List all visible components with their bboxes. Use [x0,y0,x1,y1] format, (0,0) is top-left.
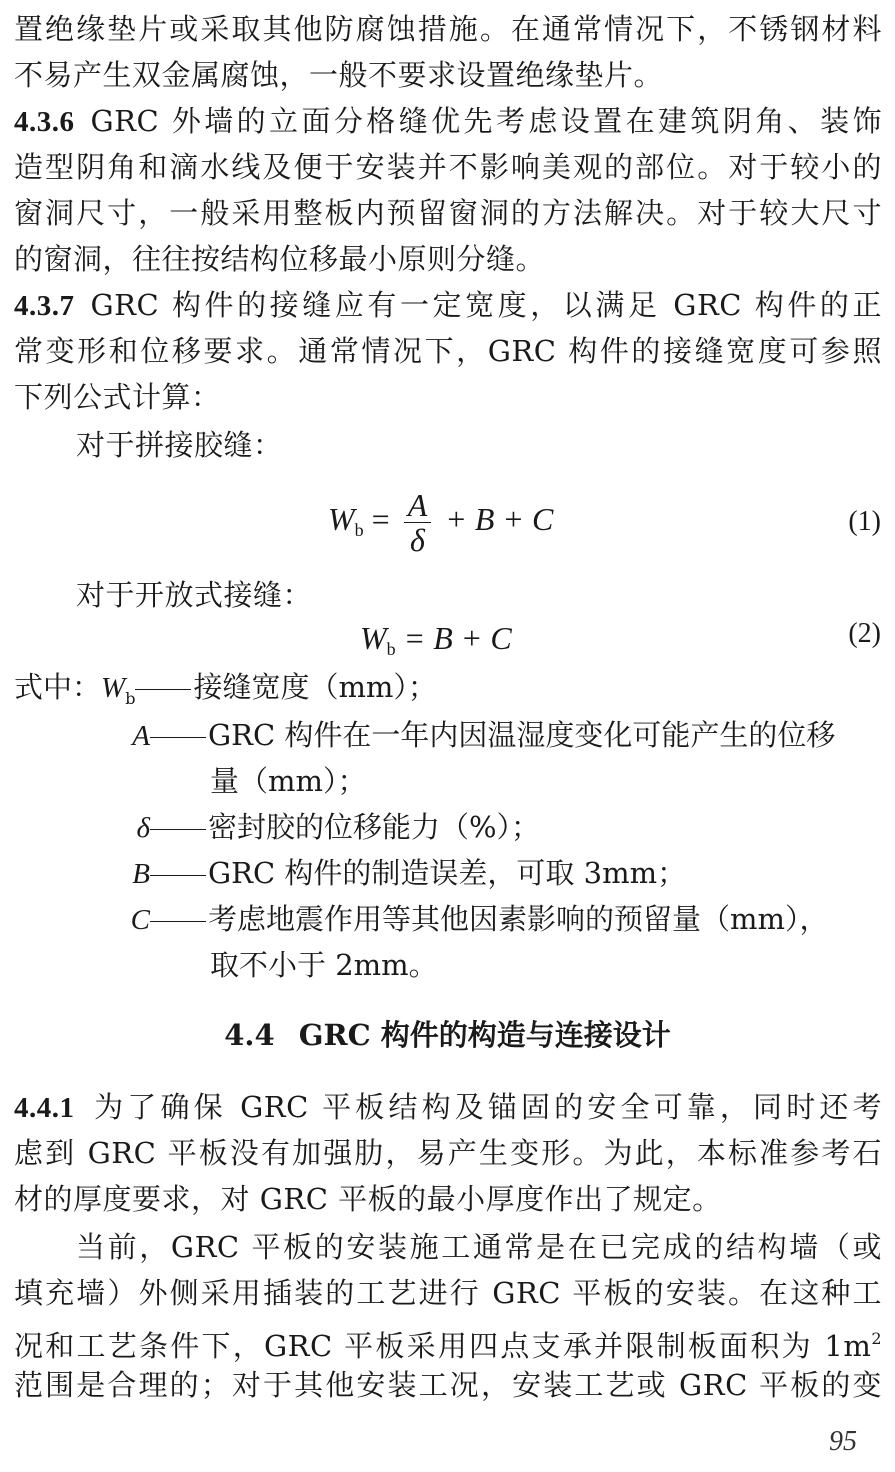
equation-number: (1) [848,506,881,537]
superscript: 2 [871,1329,882,1348]
section-title: GRC 构件的构造与连接设计 [298,1018,671,1052]
numerator: A [404,488,432,523]
symbol-desc: 考虑地震作用等其他因素影响的预留量（mm）， [208,902,829,936]
text-line: 材的厚度要求，对 GRC 平板的最小厚度作出了规定。 [14,1182,722,1216]
symbol-definition [14,666,437,720]
symbol-definition [122,714,835,757]
page-number: 95 [829,1426,857,1457]
symbol: B [132,858,150,890]
eq-rest: + B + C [445,500,554,537]
symbol-sub: b [125,688,136,708]
text-line: 填充墙）外侧采用插装的工艺进行 GRC 平板的安装。在这种工 [14,1276,882,1310]
clause-4-4-1 [14,1086,882,1129]
symbol-desc: GRC 构件在一年内因温湿度变化可能产生的位移 [208,718,836,752]
clause-4-3-7 [14,284,882,327]
text-line: 下列公式计算： [14,380,221,414]
equation-number: (2) [848,618,881,649]
section-heading [0,1014,895,1056]
text-line: 当前，GRC 平板的安装施工通常是在已完成的结构墙（或 [76,1230,882,1264]
where-label: 式中： [14,670,102,704]
symbol-definition [122,852,686,895]
text-line: GRC 外墙的立面分格缝优先考虑设置在建筑阴角、装饰 [90,104,882,138]
eq-rest: = B + C [403,620,512,656]
symbol-desc-cont: 量（mm）； [210,764,367,798]
symbol-desc: 密封胶的位移能力（%）； [208,810,541,844]
text-line: 对于拼接胶缝： [76,428,283,462]
em-dash [150,737,206,738]
em-dash [150,921,206,922]
eq-lhs: W [360,620,387,656]
em-dash [150,875,206,876]
text-line: GRC 构件的接缝应有一定宽度，以满足 GRC 构件的正 [90,288,882,322]
eq-lhs: W [328,500,355,537]
clause-number: 4.3.7 [14,290,75,322]
text-line: 的窗洞，往往按结构位移最小原则分缝。 [14,242,546,276]
text-line: 虑到 GRC 平板没有加强肋，易产生变形。为此，本标准参考石 [14,1136,882,1170]
text-line: 置绝缘垫片或采取其他防腐蚀措施。在通常情况下，不锈钢材料 [14,12,882,46]
text-line [14,1318,882,1367]
equation-1 [328,488,553,557]
equals-sign: = [371,500,390,537]
section-number: 4.4 [224,1018,275,1052]
symbol: δ [136,812,150,844]
symbol: C [130,904,150,936]
text-line: 窗洞尺寸，一般采用整板内预留窗洞的方法解决。对于较大尺寸 [14,196,882,230]
em-dash [135,689,191,690]
symbol-desc: GRC 构件的制造误差，可取 3mm； [208,856,687,890]
text-line: 常变形和位移要求。通常情况下，GRC 构件的接缝宽度可参照 [14,334,882,368]
text-line: 造型阴角和滴水线及便于安装并不影响美观的部位。对于较小的 [14,150,882,184]
text-line: 为了确保 GRC 平板结构及锚固的安全可靠，同时还考 [90,1090,882,1124]
symbol-desc-cont: 取不小于 2mm。 [210,948,438,982]
fraction [404,488,432,557]
clause-4-3-6 [14,100,882,143]
em-dash [150,829,206,830]
symbol: W [101,672,126,704]
symbol-definition [122,898,829,941]
symbol-desc: 接缝宽度（mm）； [193,670,437,704]
eq-lhs-sub: b [354,519,364,540]
text-line: 不易产生双金属腐蚀，一般不要求设置绝缘垫片。 [14,58,664,92]
equation-2 [360,618,512,669]
text-line: 对于开放式接缝： [76,578,313,612]
symbol: A [132,720,150,752]
text-span: 况和工艺条件下，GRC 平板采用四点支承并限制板面积为 1m [14,1329,872,1363]
clause-number: 4.3.6 [14,106,75,138]
denominator: δ [410,522,425,558]
text-line: 范围是合理的；对于其他安装工况，安装工艺或 GRC 平板的变 [14,1368,882,1402]
symbol-definition [122,806,540,849]
clause-number: 4.4.1 [14,1092,75,1124]
eq-lhs-sub: b [386,639,396,659]
